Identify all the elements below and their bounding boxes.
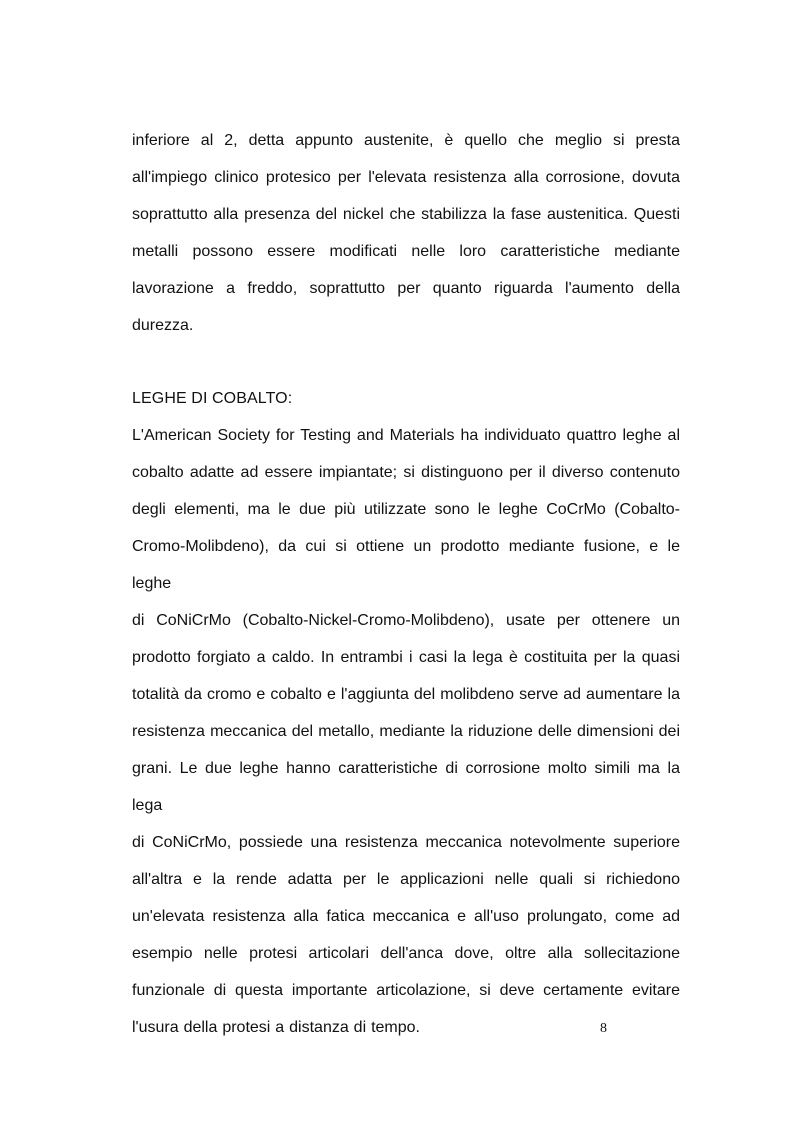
paragraph-line: di CoNiCrMo (Cobalto-Nickel-Cromo-Molibdeno), usate per ottenere un xyxy=(132,612,680,629)
paragraph-line: cobalto adatte ad essere impiantate; si distinguono per il diverso contenuto xyxy=(132,464,680,481)
section-heading: LEGHE DI COBALTO: xyxy=(132,390,293,407)
paragraph-line: grani. Le due leghe hanno caratteristiche di corrosione molto simili ma la lega xyxy=(132,760,680,814)
paragraph-line: all'altra e la rende adatta per le applicazioni nelle quali si richiedono xyxy=(132,871,680,888)
paragraph-line: durezza. xyxy=(132,317,194,334)
paragraph-line: Cromo-Molibdeno), da cui si ottiene un prodotto mediante fusione, e le leghe xyxy=(132,538,680,592)
paragraph-line: all'impiego clinico protesico per l'elevata resistenza alla corrosione, dovuta xyxy=(132,169,680,186)
paragraph-line: funzionale di questa importante articolazione, si deve certamente evitare xyxy=(132,982,680,999)
paragraph-line: lavorazione a freddo, soprattutto per quanto riguarda l'aumento della xyxy=(132,280,680,297)
paragraph-austenite xyxy=(132,122,680,344)
paragraph-line: L'American Society for Testing and Materials ha individuato quattro leghe al xyxy=(132,427,680,444)
paragraph-line: esempio nelle protesi articolari dell'anca dove, oltre alla sollecitazione xyxy=(132,945,680,962)
paragraph-line: di CoNiCrMo, possiede una resistenza meccanica notevolmente superiore xyxy=(132,834,680,851)
paragraph-line: resistenza meccanica del metallo, mediante la riduzione delle dimensioni dei xyxy=(132,723,680,740)
paragraph-line: soprattutto alla presenza del nickel che stabilizza la fase austenitica. Questi xyxy=(132,206,680,223)
paragraph-line: metalli possono essere modificati nelle loro caratteristiche mediante xyxy=(132,243,680,260)
paragraph-line: prodotto forgiato a caldo. In entrambi i casi la lega è costituita per la quasi xyxy=(132,649,680,666)
paragraph-line: l'usura della protesi a distanza di tempo. xyxy=(132,1019,420,1036)
paragraph-line: un'elevata resistenza alla fatica meccanica e all'uso prolungato, come ad xyxy=(132,908,680,925)
paragraph-line: inferiore al 2, detta appunto austenite, è quello che meglio si presta xyxy=(132,132,680,149)
paragraph-cobalt-alloys xyxy=(132,417,680,1046)
page-number: 8 xyxy=(600,1021,607,1036)
paragraph-line: degli elementi, ma le due più utilizzate sono le leghe CoCrMo (Cobalto- xyxy=(132,501,680,518)
paragraph-line: totalità da cromo e cobalto e l'aggiunta del molibdeno serve ad aumentare la xyxy=(132,686,680,703)
